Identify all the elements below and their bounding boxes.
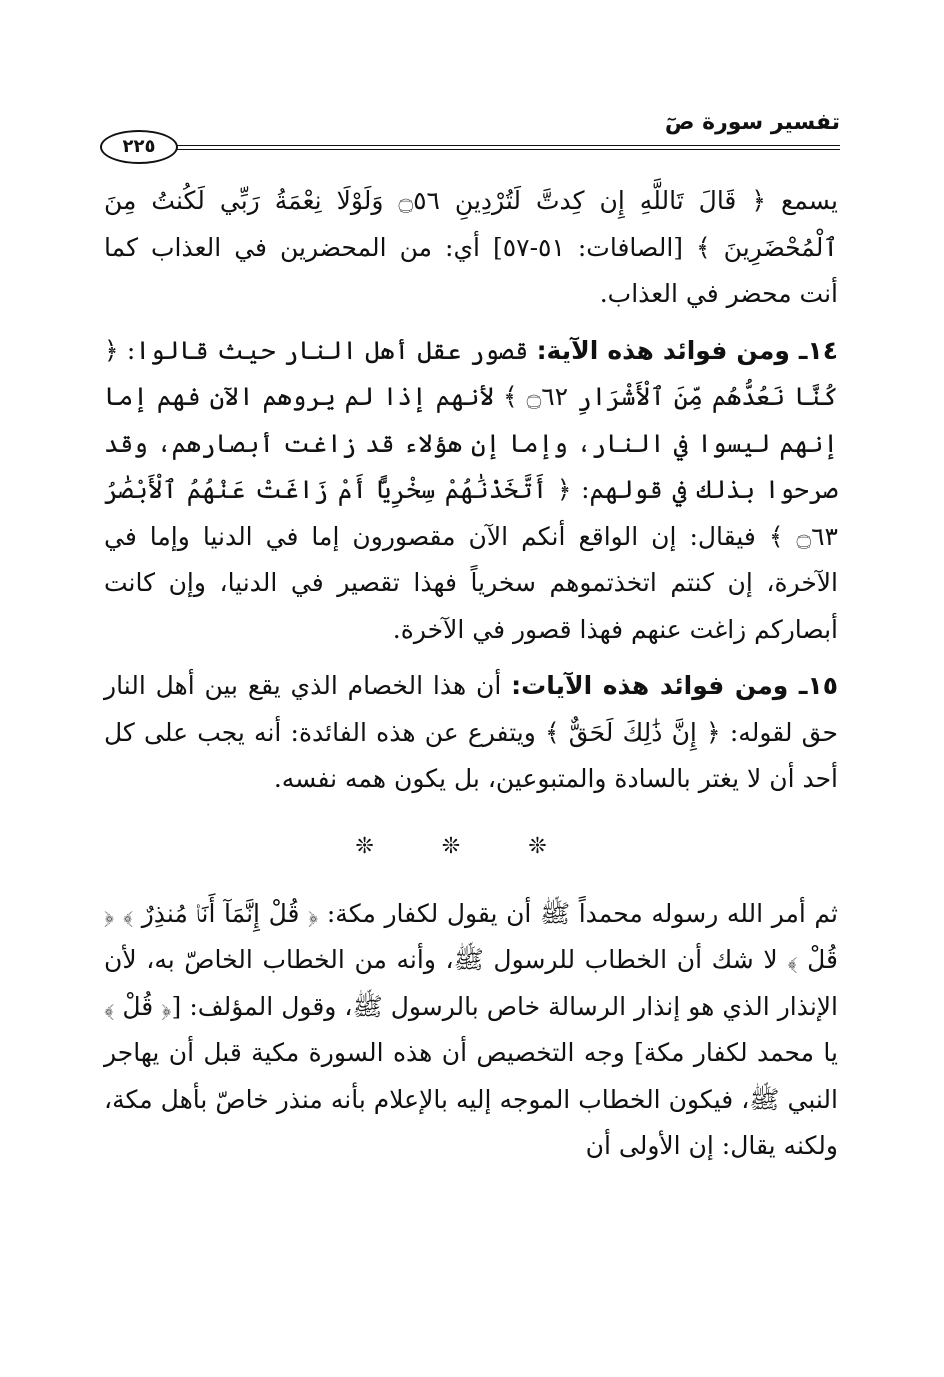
paragraph-benefit-15 [104,663,838,803]
paragraph-1 [104,178,838,318]
paragraph-commentary [104,891,838,1170]
asterism-icon: ❊ [441,833,501,859]
paragraph-lead: ١٤ـ ومن فوائد هذه الآية: [536,335,838,365]
asterism-icon: ❊ [355,833,414,859]
paragraph-benefit-14 [104,328,838,654]
page-body [104,178,838,1170]
page-number-badge: ٢٢٥ [100,130,178,164]
paragraph-text: ثم أمر الله رسوله محمداً ﷺ أن يقول لكفار مكة: ﴿ قُلْ إِنَّمَآ أَنَا۠ مُنذِرٌ ﴾ ﴿ قُلْ ﴾ لا شك أن الخطاب للرسول ﷺ، وأنه من الخطاب الخاصّ به، لأن الإنذار الذي هو إنذار الرسالة خاص بالرسول ﷺ، وقول المؤلف: [﴿ قُلْ ﴾ يا محمد لكفار مكة] وجه التخصيص أن هذه السورة مكية قبل أن يهاجر النبي ﷺ، فيكون الخطاب الموجه إليه بالإعلام بأنه منذر خاصّ بأهل مكة، ولكنه يقال: إن الأولى أن [104,898,838,1160]
section-separator [104,827,838,867]
paragraph-lead: ١٥ـ ومن فوائد هذه الآيات: [511,671,838,700]
running-title: تفسير سورة صٓ [664,110,840,135]
paragraph-text: قصور عقل أهل النار حيث قالوا: ﴿ كُنَّا نَعُدُّهُم مِّنَ ٱلْأَشْرَارِ ۝٦٢ ﴾ لأنهم إذا لم يروهم الآن فهم إما إنهم ليسوا في النار، وإما إن هؤلاء قد زاغت أبصارهم، وقد صرحوا بذلك في قولهم: ﴿ أَتَّخَذْنَٰهُمْ سِخْرِيًّا أَمْ زَاغَتْ عَنْهُمُ ٱلْأَبْصَٰرُ ۝٦٣ ﴾ فيقال: إن الواقع أنكم الآن مقصورون إما في الدنيا وإما في الآخرة، إن كنتم اتخذتموهم سخرياً فهذا تقصير في الدنيا، وإن كانت أبصاركم زاغت عنهم فهذا قصور في الآخرة. [104,335,838,644]
paragraph-text: أن هذا الخصام الذي يقع بين أهل النار حق لقوله: ﴿ إِنَّ ذَٰلِكَ لَحَقٌّ ﴾ ويتفرع عن هذه الفائدة: أنه يجب على كل أحد أن لا يغتر بالسادة والمتبوعين، بل يكون همه نفسه. [104,671,838,793]
paragraph-text: يسمع ﴿ قَالَ تَاللَّهِ إِن كِدتَّ لَتُرْدِينِ ۝٥٦ وَلَوْلَا نِعْمَةُ رَبِّي لَكُنتُ مِنَ ٱلْمُحْضَرِينَ ﴾ [الصافات: ٥١-٥٧] أي: من المحضرين في العذاب كما أنت محضر في العذاب. [104,186,839,308]
page-header [100,100,840,170]
header-rule [170,145,840,150]
asterism-icon: ❊ [528,833,587,859]
